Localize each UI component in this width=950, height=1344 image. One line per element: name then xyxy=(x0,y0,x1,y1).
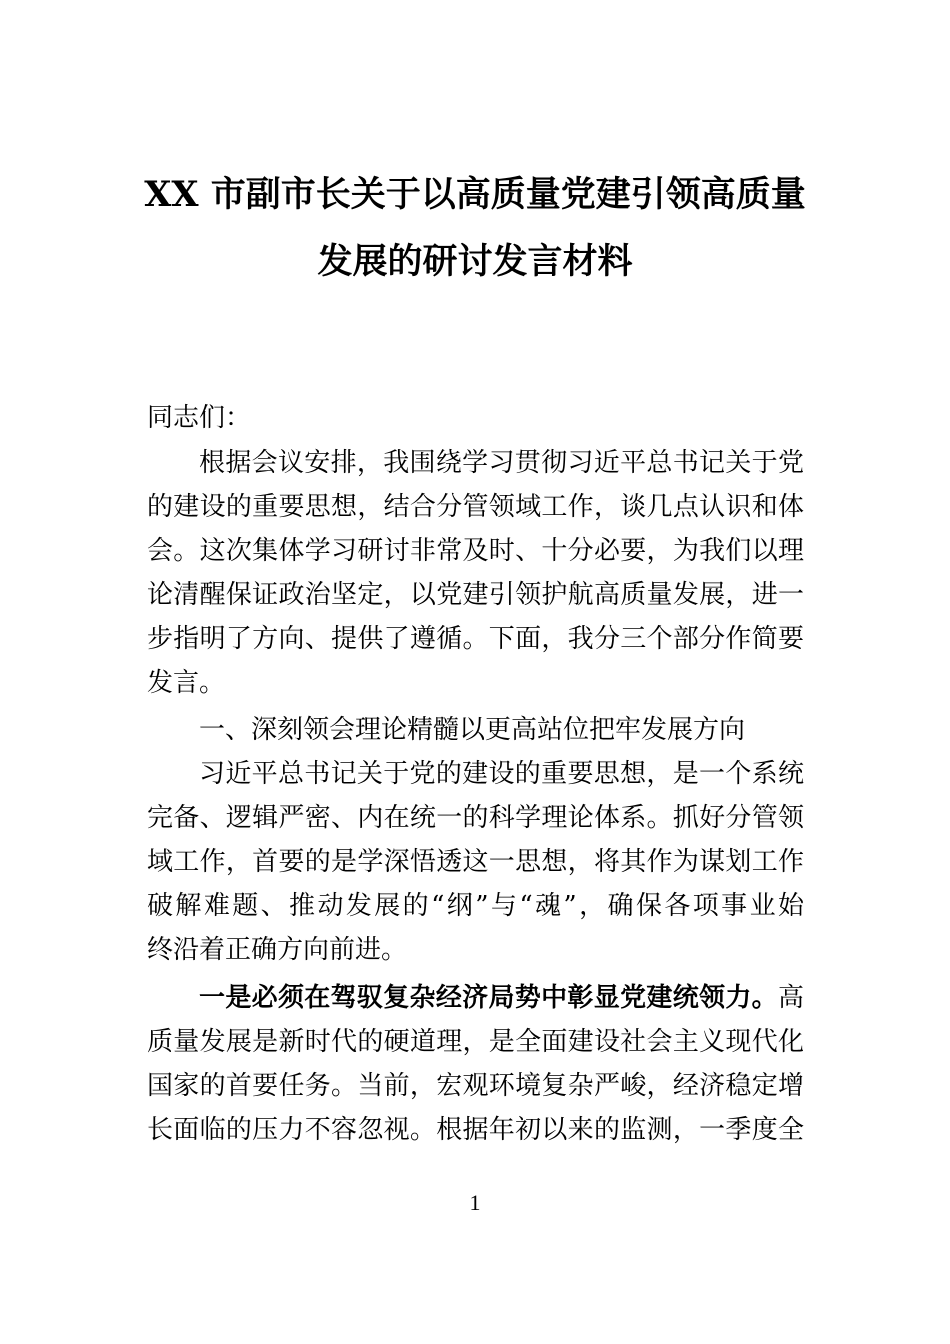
intro-line-6: 发言。 xyxy=(147,668,226,698)
point-one-line-3: 国家的首要任务。当前，宏观环境复杂严峻，经济稳定增 xyxy=(147,1071,804,1101)
section-line-2: 完备、逻辑严密、内在统一的科学理论体系。抓好分管领 xyxy=(147,803,804,833)
section-line-3: 域工作，首要的是学深悟透这一思想，将其作为谋划工作 xyxy=(147,847,804,877)
section-line-1: 习近平总书记关于党的建设的重要思想，是一个系统 xyxy=(199,759,804,789)
salutation: 同志们： xyxy=(147,403,252,433)
intro-line-2: 的建设的重要思想，结合分管领域工作，谈几点认识和体 xyxy=(147,492,804,522)
document-title-line-1: XX 市副市长关于以高质量党建引领高质量 xyxy=(144,174,806,215)
page-number: 1 xyxy=(469,1190,481,1215)
section-heading: 一、深刻领会理论精髓以更高站位把牢发展方向 xyxy=(199,715,746,745)
intro-line-5: 步指明了方向、提供了遵循。下面，我分三个部分作简要 xyxy=(147,624,804,654)
intro-line-3: 会。这次集体学习研讨非常及时、十分必要，为我们以理 xyxy=(147,536,804,566)
point-one-line-4: 长面临的压力不容忽视。根据年初以来的监测，一季度全 xyxy=(147,1115,804,1145)
document-title-line-2: 发展的研讨发言材料 xyxy=(317,241,633,282)
point-one-lead: 一是必须在驾驭复杂经济局势中彰显党建统领力。 xyxy=(199,983,778,1013)
intro-line-1: 根据会议安排，我围绕学习贯彻习近平总书记关于党 xyxy=(199,448,804,478)
section-line-4: 破解难题、推动发展的“纲”与“魂”，确保各项事业始 xyxy=(147,891,804,921)
point-one-line-2: 质量发展是新时代的硬道理，是全面建设社会主义现代化 xyxy=(147,1027,804,1057)
point-one-first-line-rest: 高 xyxy=(777,983,804,1013)
intro-line-4: 论清醒保证政治坚定，以党建引领护航高质量发展，进一 xyxy=(147,580,804,610)
point-one-first-line xyxy=(199,984,804,1012)
section-line-5: 终沿着正确方向前进。 xyxy=(147,935,408,965)
